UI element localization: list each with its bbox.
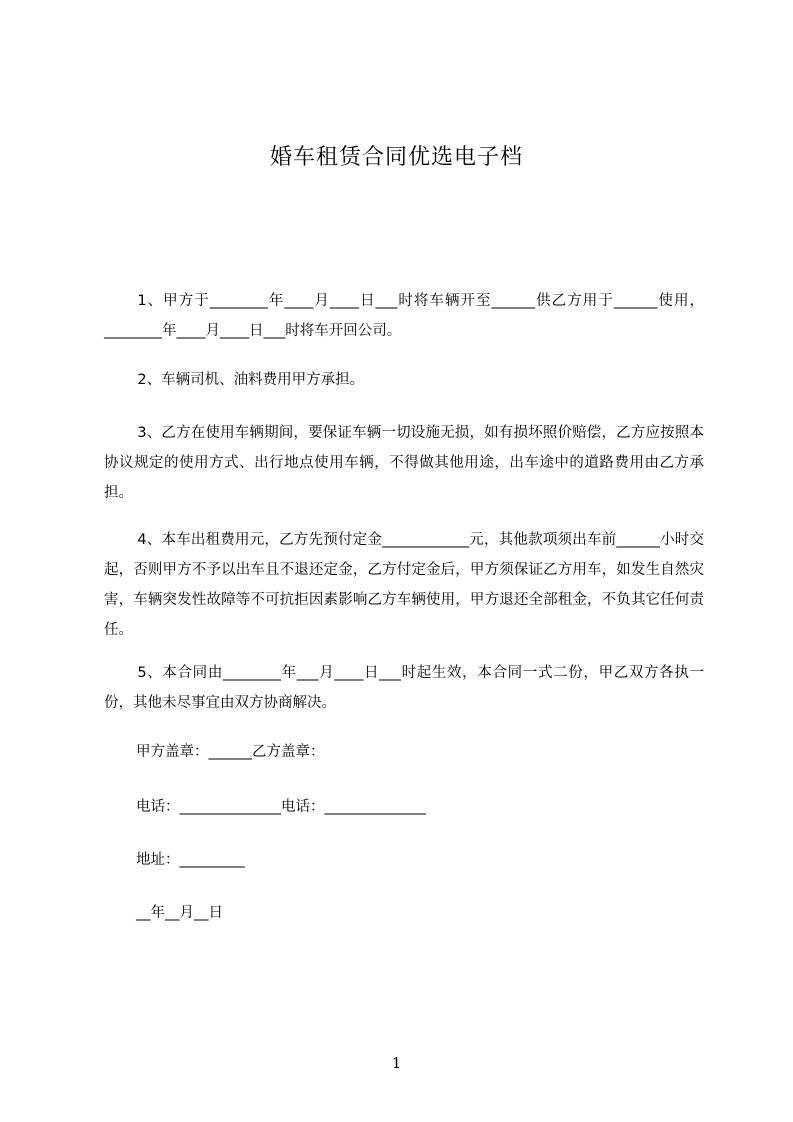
page-number: 1: [391, 1054, 402, 1072]
clause-2: 2、车辆司机、油料费用甲方承担。: [137, 372, 365, 388]
document-title: 婚车租赁合同优选电子档: [269, 145, 523, 170]
clause-5: 5、本合同由________年___月____日___时起生效，本合同一式二份，甲乙双方各执一份，其他未尽事宜由双方协商解决。: [104, 665, 704, 711]
clause-3: 3、乙方在使用车辆期间，要保证车辆一切设施无损，如有损坏照价赔偿，乙方应按照本协议规定的使用方式、出行地点使用车辆，不得做其他用途，出车途中的道路费用由乙方承担。: [104, 425, 704, 501]
address-line: 地址：_________: [136, 852, 245, 868]
date-line: __年__月__日: [136, 905, 223, 921]
clause-1: 1、甲方于________年____月____日___时将车辆开至______供乙方用于______使用，________年____月____日___时将车开回公司。: [104, 293, 704, 339]
clause-4: 4、本车出租费用元，乙方先预付定金____________元，其他款项须出车前______小时交起，否则甲方不予以出车且不退还定金，乙方付定金后，甲方须保证乙方用车，如发生自然灾害，车辆突发性故障等不可抗拒因素影响乙方车辆使用，甲方退还全部租金，不负其它任何责任。: [104, 532, 704, 638]
seal-line: 甲方盖章：______乙方盖章：: [136, 744, 325, 760]
phone-line: 电话：______________电话：______________: [136, 799, 426, 815]
